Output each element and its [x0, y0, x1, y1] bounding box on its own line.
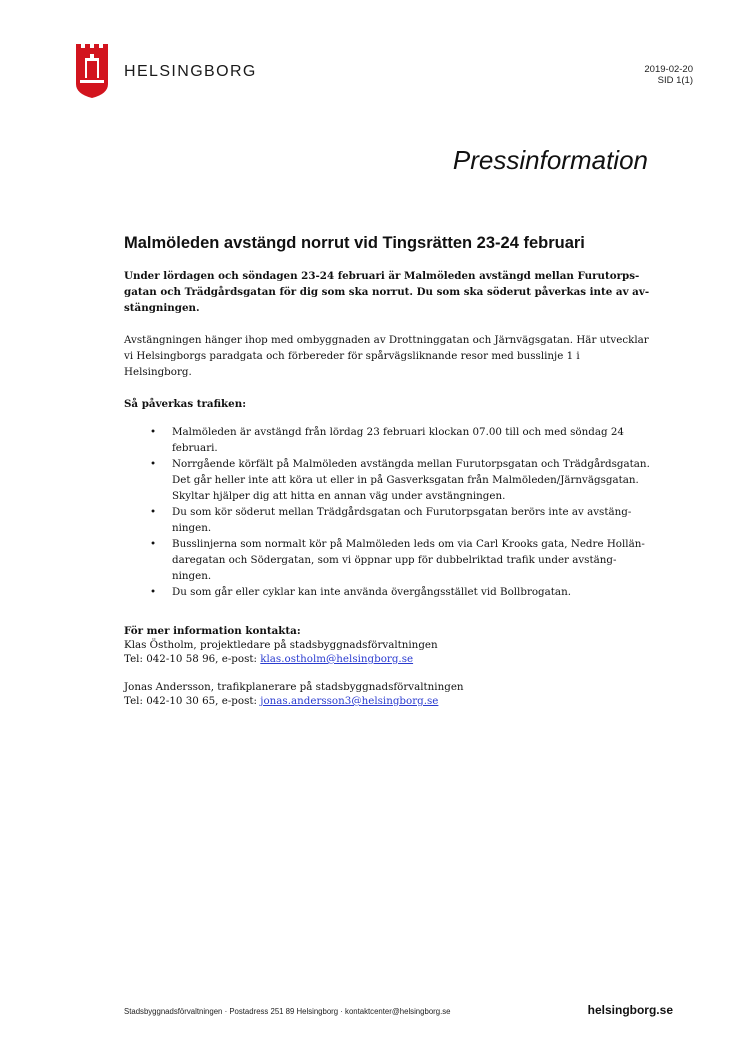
- contact-title: För mer information kontakta:: [124, 625, 301, 637]
- article-lead: Under lördagen och söndagen 23-24 februari är Malmöleden avstängd mellan Furutorpsgatan och Trädgårdsgatan för dig som ska norrut. Du som ska söderut påverkas inte av avstängningen.: [124, 270, 650, 314]
- list-item: • Busslinjerna som normalt kör på Malmöleden leds om via Carl Krooks gata, Nedre Holländaregatan och Södergatan, som vi öppnar upp för dubbelriktad trafik under avstängningen.: [172, 536, 650, 584]
- footer-website: helsingborg.se: [587, 1003, 673, 1017]
- contact-block-1: [124, 624, 650, 666]
- footer-address: Stadsbyggnadsförvaltningen · Postadress 251 89 Helsingborg · kontaktcenter@helsingborg.se: [124, 1007, 451, 1016]
- article-body: Avstängningen hänger ihop med ombyggnaden av Drottninggatan och Järnvägsgatan. Här utvecklar vi Helsingborgs paradgata och förbereder för spårvägsliknande resor med busslinje 1 i Helsingborg.: [124, 334, 649, 378]
- list-item: • Du som går eller cyklar kan inte använda övergångsstället vid Bollbrogatan.: [172, 584, 650, 600]
- list-item: • Norrgående körfält på Malmöleden avstängda mellan Furutorpsgatan och Trädgårdsgatan. Det går heller inte att köra ut eller in på Gasverksgatan från Malmöleden/Järnvägsgatan. Skyltar hjälper dig att hitta en annan väg under avstängningen.: [172, 456, 650, 504]
- article-headline: Malmöleden avstängd norrut vid Tingsrätten 23-24 februari: [124, 234, 585, 252]
- contact-email-link[interactable]: jonas.andersson3@helsingborg.se: [260, 695, 439, 707]
- article: [124, 232, 650, 722]
- document-date: 2019-02-20: [644, 64, 693, 75]
- contact-name-role: Jonas Andersson, trafikplanerare på stadsbyggnadsförvaltningen: [124, 681, 464, 693]
- document-meta: [644, 64, 693, 86]
- contact-phone-line: [124, 652, 650, 666]
- brand-name: HELSINGBORG: [124, 63, 257, 80]
- contact-block-2: [124, 680, 650, 708]
- contact-email-link[interactable]: klas.ostholm@helsingborg.se: [260, 653, 414, 665]
- contact-phone: Tel: 042-10 30 65, e-post:: [124, 695, 261, 707]
- contact-phone: Tel: 042-10 58 96, e-post:: [124, 653, 261, 665]
- contact-phone-line: [124, 694, 650, 708]
- page-number: SID 1(1): [657, 75, 693, 86]
- list-item: • Malmöleden är avstängd från lördag 23 februari klockan 07.00 till och med söndag 24 februari.: [172, 424, 650, 456]
- contact-name-role: Klas Östholm, projektledare på stadsbyggnadsförvaltningen: [124, 639, 438, 651]
- traffic-bullet-list: [124, 424, 650, 600]
- helsingborg-crest-icon: [76, 44, 108, 98]
- traffic-subhead: Så påverkas trafiken:: [124, 398, 247, 410]
- list-item: • Du som kör söderut mellan Trädgårdsgatan och Furutorpsgatan berörs inte av avstängningen.: [172, 504, 650, 536]
- document-type-title: Pressinformation: [452, 145, 648, 175]
